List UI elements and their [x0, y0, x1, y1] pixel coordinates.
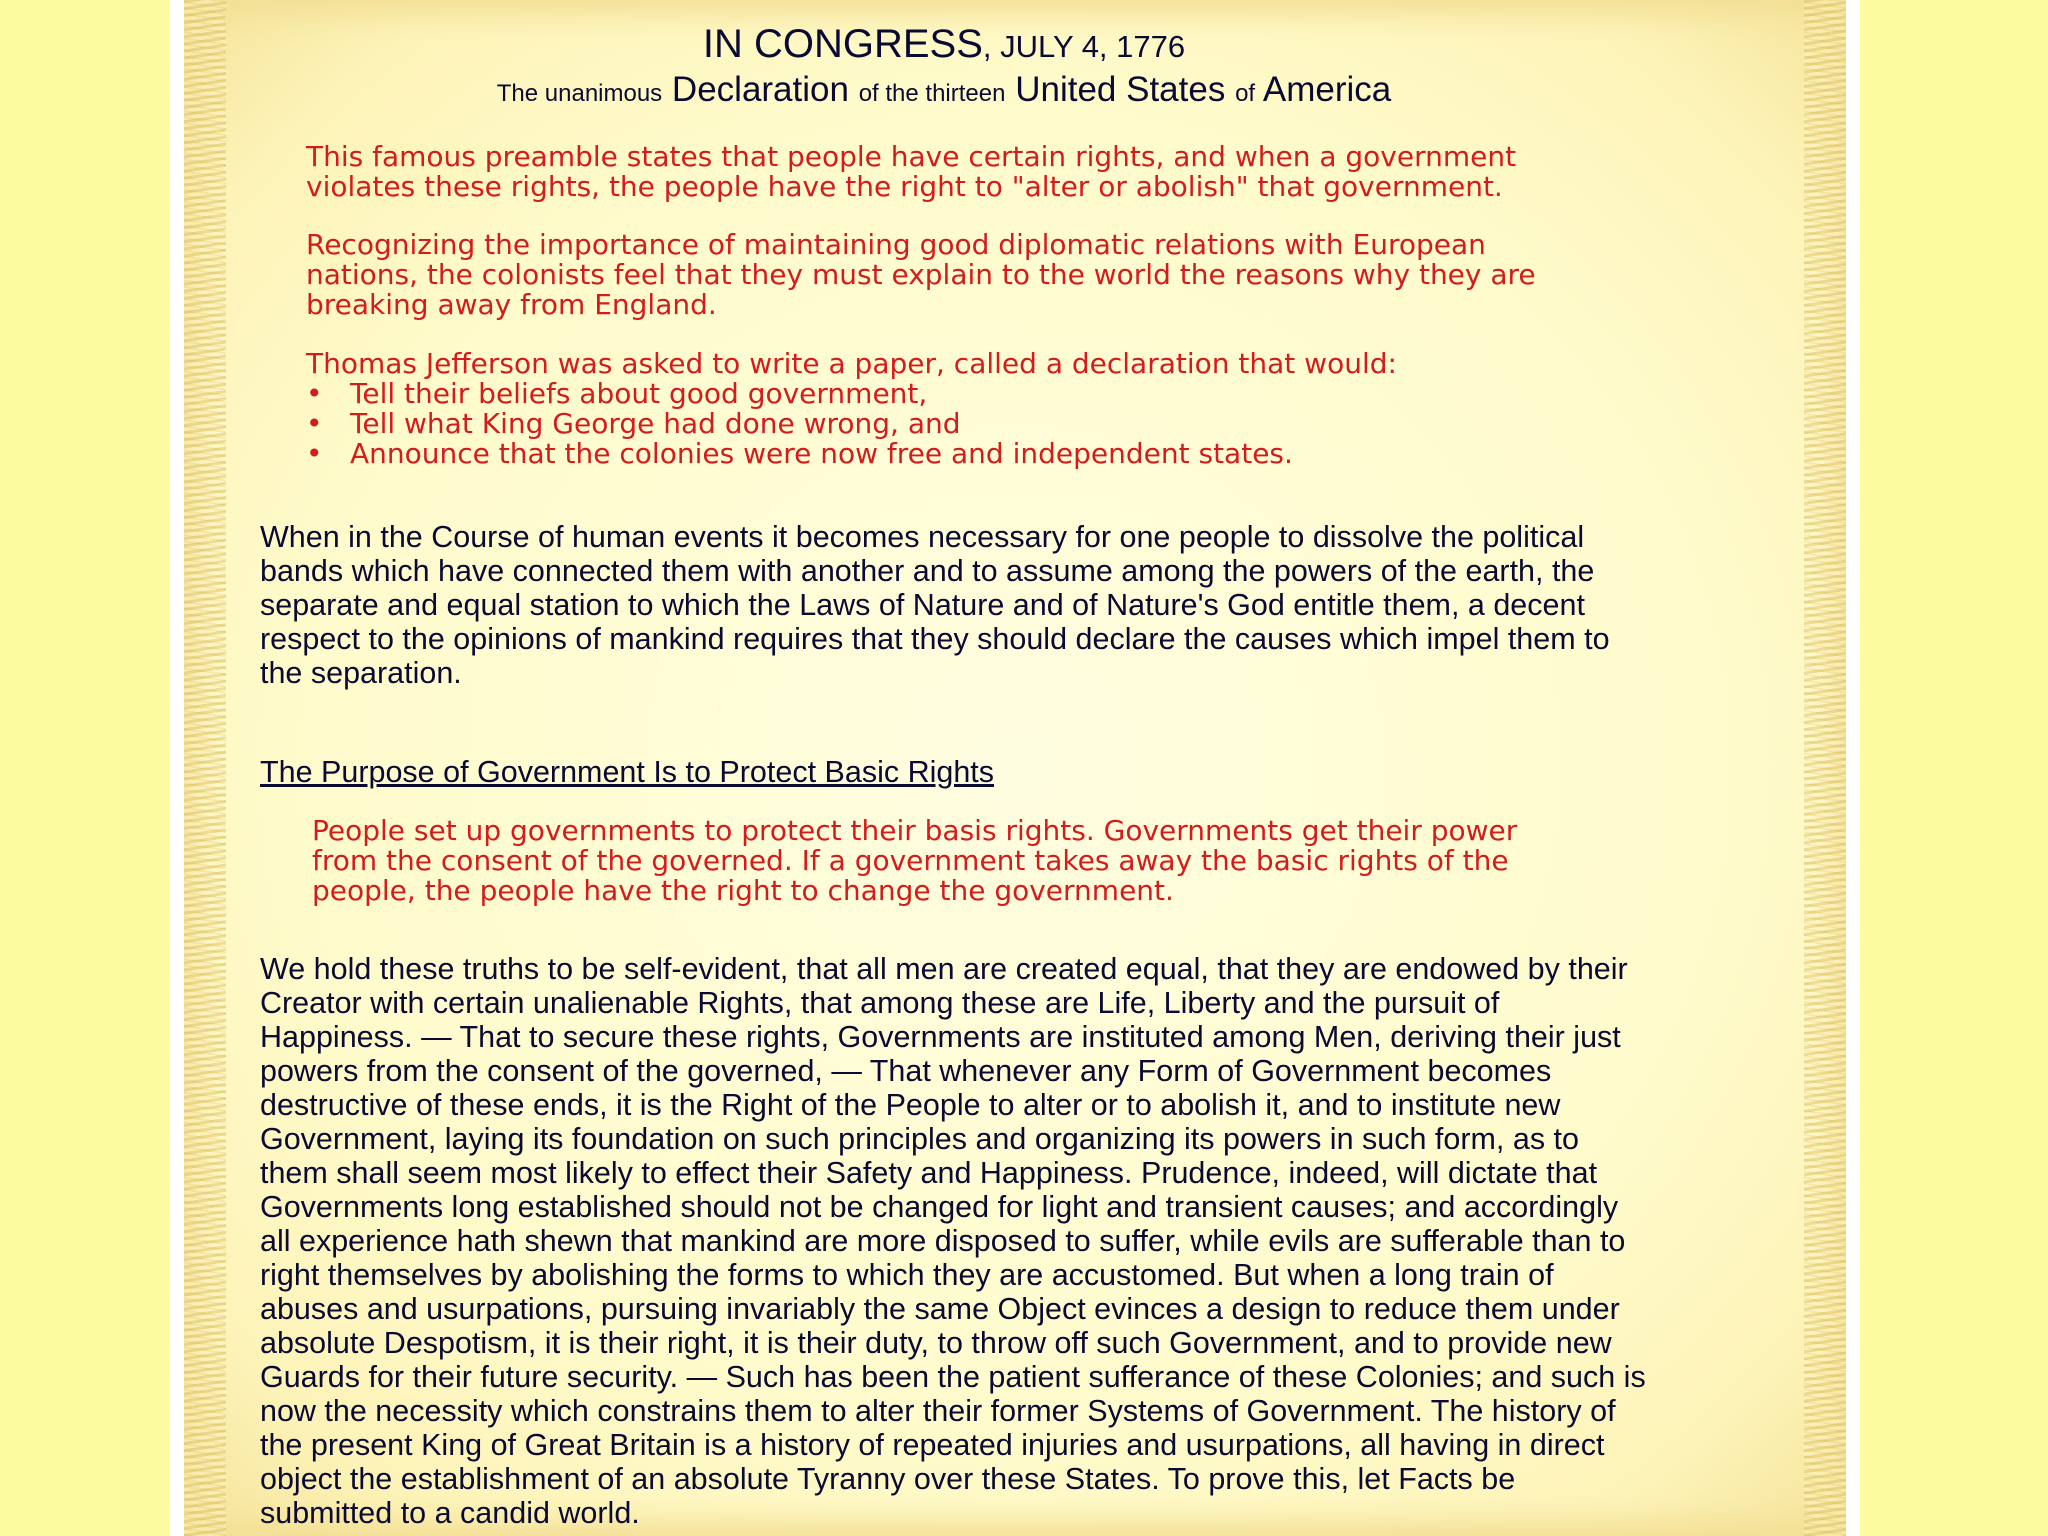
page-subtitle — [184, 68, 1704, 116]
text-line: Guards for their future security. — Such has been the patient sufferance of these Colonies; and such is — [260, 1360, 1646, 1394]
jefferson-list — [306, 379, 1397, 469]
bullet-icon: • — [306, 407, 323, 440]
text-line: destructive of these ends, it is the Right of the People to alter or to abolish it, and to institute new — [260, 1088, 1561, 1122]
text-line: the separation. — [260, 656, 462, 690]
note-purpose — [312, 816, 1517, 906]
text-line: Governments long established should not be changed for light and transient causes; and accordingly — [260, 1190, 1619, 1224]
subtitle-part: America — [1262, 70, 1392, 109]
title-date: , JULY 4, 1776 — [982, 29, 1186, 64]
title-main: IN CONGRESS — [702, 22, 983, 66]
text-line: abuses and usurpations, pursuing invariably the same Object evinces a design to reduce them under — [260, 1292, 1620, 1326]
page-frame — [170, 0, 1860, 1536]
list-item — [306, 409, 1397, 439]
text-line: them shall seem most likely to effect their Safety and Happiness. Prudence, indeed, will dictate that — [260, 1156, 1598, 1190]
note-line: Recognizing the importance of maintaining good diplomatic relations with European — [306, 228, 1486, 261]
text-line: right themselves by abolishing the forms to which they are accustomed. But when a long train of — [260, 1258, 1554, 1292]
text-line: We hold these truths to be self-evident, that all men are created equal, that they are endowed by their — [260, 952, 1628, 986]
text-line: bands which have connected them with another and to assume among the powers of the earth, the — [260, 554, 1595, 588]
text-line: separate and equal station to which the Laws of Nature and of Nature's God entitle them, a decent — [260, 588, 1585, 622]
bullet-icon: • — [306, 377, 323, 410]
note-line: Thomas Jefferson was asked to write a paper, called a declaration that would: — [306, 347, 1397, 380]
note-line: People set up governments to protect their basis rights. Governments get their power — [312, 814, 1518, 847]
text-line: the present King of Great Britain is a history of repeated injuries and usurpations, all having in direct — [260, 1428, 1605, 1462]
note-preamble — [306, 142, 1516, 202]
text-line: Government, laying its foundation on such principles and organizing its powers in such form, as to — [260, 1122, 1579, 1156]
subtitle-part: of the thirteen — [858, 80, 1006, 107]
parchment-background — [184, 0, 1846, 1536]
subtitle-part: Declaration — [671, 70, 849, 109]
declaration-paragraph-2 — [260, 952, 1646, 1530]
list-item-text: Announce that the colonies were now free and independent states. — [350, 437, 1293, 470]
note-line: violates these rights, the people have the right to "alter or abolish" that government. — [306, 170, 1503, 203]
note-line: nations, the colonists feel that they must explain to the world the reasons why they are — [306, 258, 1536, 291]
list-item — [306, 439, 1397, 469]
text-line: Happiness. — That to secure these rights, Governments are instituted among Men, deriving their just — [260, 1020, 1621, 1054]
text-line: all experience hath shewn that mankind are more disposed to suffer, while evils are sufferable than to — [260, 1224, 1626, 1258]
text-line: object the establishment of an absolute Tyranny over these States. To prove this, let Facts be — [260, 1462, 1516, 1496]
note-line: people, the people have the right to change the government. — [312, 874, 1174, 907]
page-title — [184, 20, 1704, 71]
section-heading: The Purpose of Government Is to Protect Basic Rights — [260, 755, 995, 789]
note-line: breaking away from England. — [306, 288, 717, 321]
note-line: from the consent of the governed. If a government takes away the basic rights of the — [312, 844, 1509, 877]
text-line: When in the Course of human events it becomes necessary for one people to dissolve the political — [260, 520, 1585, 554]
subtitle-part: The unanimous — [496, 80, 663, 107]
list-item-text: Tell their beliefs about good government, — [350, 377, 928, 410]
text-line: submitted to a candid world. — [260, 1496, 640, 1530]
subtitle-part: of — [1235, 80, 1256, 107]
note-jefferson — [306, 349, 1397, 469]
text-line: Creator with certain unalienable Rights, that among these are Life, Liberty and the pursuit of — [260, 986, 1500, 1020]
text-line: respect to the opinions of mankind requires that they should declare the causes which impel them to — [260, 622, 1610, 656]
list-item — [306, 379, 1397, 409]
bullet-icon: • — [306, 437, 323, 470]
document-content — [184, 0, 1846, 1536]
text-line: powers from the consent of the governed, — That whenever any Form of Government becomes — [260, 1054, 1552, 1088]
list-item-text: Tell what King George had done wrong, and — [350, 407, 961, 440]
declaration-paragraph-1 — [260, 520, 1610, 690]
text-line: now the necessity which constrains them to alter their former Systems of Government. The history of — [260, 1394, 1616, 1428]
subtitle-part: United States — [1015, 70, 1226, 109]
note-diplomacy — [306, 230, 1536, 320]
text-line: absolute Despotism, it is their right, it is their duty, to throw off such Government, and to provide new — [260, 1326, 1612, 1360]
note-line: This famous preamble states that people have certain rights, and when a government — [306, 140, 1517, 173]
